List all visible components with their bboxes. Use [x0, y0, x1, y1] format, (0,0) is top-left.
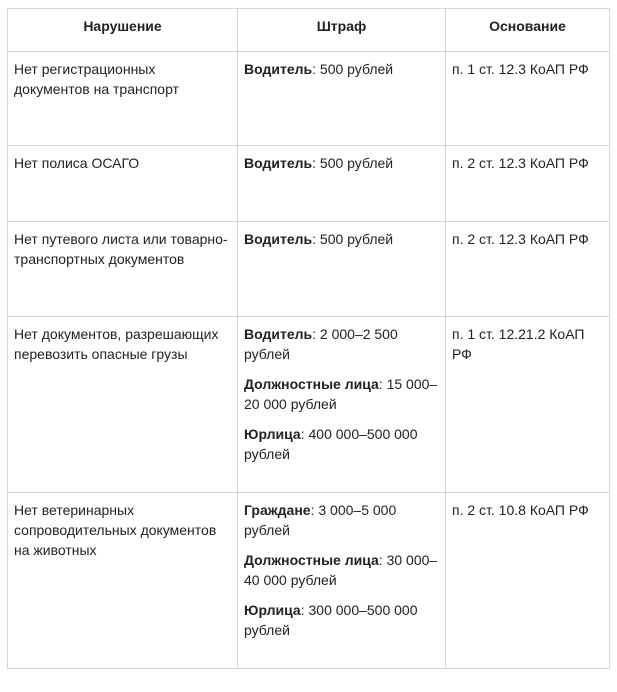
- violation-cell: Нет путевого листа или товарно-транспортных документов: [8, 222, 238, 317]
- fines-table: [7, 8, 610, 669]
- basis-cell: п. 2 ст. 12.3 КоАП РФ: [446, 146, 610, 222]
- fine-subject: Юрлица: [244, 426, 301, 442]
- violation-cell: Нет регистрационных документов на транспорт: [8, 52, 238, 146]
- fine-amount: : 3 000–5 000 рублей: [244, 502, 397, 538]
- table-row: [8, 222, 610, 317]
- violation-cell: Нет документов, разрешающих перевозить опасные грузы: [8, 317, 238, 493]
- fine-entry: [244, 374, 439, 414]
- table-row: [8, 52, 610, 146]
- fine-entry: [244, 500, 439, 540]
- fine-subject: Водитель: [244, 155, 313, 171]
- fine-subject: Должностные лица: [244, 552, 379, 568]
- fine-amount: : 500 рублей: [312, 155, 394, 171]
- table-row: [8, 146, 610, 222]
- table-header-row: [8, 9, 610, 52]
- fine-amount: : 400 000–500 000 рублей: [244, 426, 418, 462]
- header-violation: Нарушение: [8, 9, 238, 52]
- basis-cell: п. 1 ст. 12.21.2 КоАП РФ: [446, 317, 610, 493]
- basis-cell: п. 1 ст. 12.3 КоАП РФ: [446, 52, 610, 146]
- violation-cell: Нет полиса ОСАГО: [8, 146, 238, 222]
- fine-cell: [238, 317, 446, 493]
- fine-subject: Водитель: [244, 61, 313, 77]
- basis-cell: п. 2 ст. 10.8 КоАП РФ: [446, 493, 610, 669]
- table-row: [8, 493, 610, 669]
- violation-cell: Нет ветеринарных сопроводительных документов на животных: [8, 493, 238, 669]
- fine-cell: [238, 52, 446, 146]
- fine-subject: Водитель: [244, 326, 313, 342]
- fine-cell: [238, 493, 446, 669]
- fine-entry: [244, 59, 439, 79]
- fine-amount: : 30 000–40 000 рублей: [244, 552, 438, 588]
- fine-subject: Должностные лица: [244, 376, 379, 392]
- fine-amount: : 500 рублей: [312, 61, 394, 77]
- fine-amount: : 500 рублей: [312, 231, 394, 247]
- fine-entry: [244, 600, 439, 640]
- fine-amount: : 300 000–500 000 рублей: [244, 602, 418, 638]
- fine-entry: [244, 324, 439, 364]
- fine-cell: [238, 146, 446, 222]
- header-basis: Основание: [446, 9, 610, 52]
- header-fine: Штраф: [238, 9, 446, 52]
- fine-cell: [238, 222, 446, 317]
- fine-subject: Юрлица: [244, 602, 301, 618]
- fine-entry: [244, 550, 439, 590]
- fine-amount: : 15 000–20 000 рублей: [244, 376, 438, 412]
- fine-subject: Водитель: [244, 231, 313, 247]
- fine-amount: : 2 000–2 500 рублей: [244, 326, 398, 362]
- fine-entry: [244, 153, 439, 173]
- table-row: [8, 317, 610, 493]
- basis-cell: п. 2 ст. 12.3 КоАП РФ: [446, 222, 610, 317]
- fine-entry: [244, 229, 439, 249]
- fine-subject: Граждане: [244, 502, 311, 518]
- fine-entry: [244, 424, 439, 464]
